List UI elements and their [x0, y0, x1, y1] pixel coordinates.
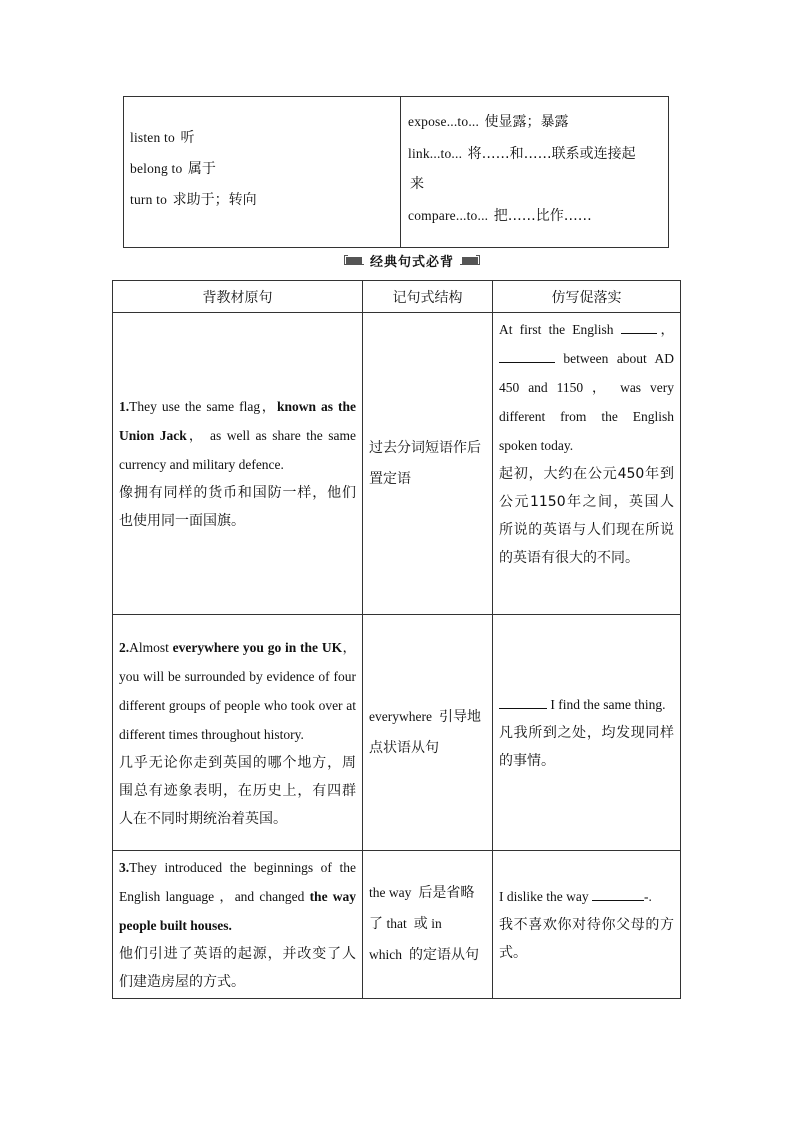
phrase-en: listen to	[130, 130, 175, 145]
key-structure: known as the Union Jack	[119, 399, 356, 443]
phrase-item	[408, 111, 569, 131]
original-zh: 像拥有同样的货币和国防一样，他们也使用同一面国旗。	[119, 485, 356, 529]
header-bar-left	[346, 257, 362, 265]
phrase-zh: 把……比作……	[493, 208, 592, 224]
phrase-en: belong to	[130, 161, 183, 176]
answer-blank[interactable]	[621, 321, 657, 334]
imitation-cell	[493, 615, 681, 851]
table-row	[113, 313, 681, 615]
original-sentence-cell	[113, 313, 363, 615]
original-en-text: ， you will be surrounded by evidence of four different groups of people who took over at different times throughout history.	[119, 639, 356, 742]
structure-en: everywhere	[369, 708, 432, 724]
imitation-cell	[493, 313, 681, 615]
phrase-zh: 将……和……联系或连接起	[467, 146, 636, 162]
phrase-column-left	[124, 97, 401, 247]
structure-zh: 的定语从句	[409, 947, 479, 963]
structure-zh: 引导地点状语从句	[369, 708, 481, 756]
structure-en: in which	[369, 916, 442, 962]
imitation-en-text: At first the English	[499, 322, 614, 337]
imitation-en-text: ，	[656, 322, 675, 337]
original-en-text: They introduced the beginnings of the English language ，and changed	[119, 860, 356, 904]
original-zh: 他们引进了英语的起源，并改变了人们建造房屋的方式。	[119, 946, 356, 990]
original-en-text: Almost	[129, 639, 173, 655]
column-header: 记句式结构	[363, 281, 493, 313]
structure-zh: 或	[413, 916, 428, 932]
original-en-text: ， as well as share the same currency and military defence.	[119, 428, 356, 472]
item-number: 1.	[119, 399, 130, 414]
imitation-en-text: I find the same thing.	[547, 697, 666, 712]
answer-blank[interactable]	[592, 888, 644, 901]
phrase-en: compare...to...	[408, 208, 489, 223]
phrase-column-right	[401, 97, 668, 247]
table-row	[113, 851, 681, 999]
original-en-text: They use the same flag，	[129, 399, 277, 414]
original-zh: 几乎无论你走到英国的哪个地方，周围总有迹象表明，在历史上，有四群人在不同时期统治着英国。	[119, 754, 356, 827]
original-sentence-cell	[113, 615, 363, 851]
phrase-en: link...to...	[408, 146, 463, 161]
phrase-zh: 来	[410, 176, 424, 192]
imitation-zh: 起初，大约在公元450年到公元1150年之间，英国人所说的英语与人们现在所说的英语有很大的不同。	[499, 466, 674, 566]
imitation-en-text: between about AD 450 and 1150 ， was very different from the English spoken today.	[499, 351, 674, 453]
phrase-zh: 求助于；转向	[172, 192, 257, 208]
structure-text	[369, 878, 486, 971]
table-row	[113, 615, 681, 851]
phrase-zh: 属于	[187, 161, 216, 177]
imitation-en	[499, 315, 674, 460]
structure-en: the way	[369, 885, 412, 900]
header-bar-right	[462, 257, 478, 265]
answer-blank[interactable]	[499, 350, 555, 363]
imitation-cell	[493, 851, 681, 999]
table-header-row	[113, 281, 681, 313]
original-en	[119, 392, 356, 479]
structure-cell	[363, 851, 493, 999]
phrase-item	[408, 143, 636, 163]
structure-zh: 过去分词短语作后置定语	[369, 439, 481, 487]
structure-cell	[363, 313, 493, 615]
sentence-table	[112, 280, 681, 999]
phrase-item	[130, 158, 216, 178]
phrase-item	[408, 205, 592, 225]
phrase-en: turn to	[130, 192, 171, 207]
phrase-zh: 使显露；暴露	[484, 114, 569, 130]
structure-zh: 后是省略了	[369, 885, 475, 932]
phrase-item	[408, 173, 424, 193]
phrase-item	[130, 189, 257, 209]
structure-text	[369, 433, 486, 495]
key-structure: everywhere you go in the UK	[172, 639, 343, 655]
column-header: 仿写促落实	[493, 281, 681, 313]
section-title: 经典句式必背	[364, 251, 460, 270]
original-sentence-cell	[113, 851, 363, 999]
item-number: 3.	[119, 860, 130, 875]
item-number: 2.	[119, 639, 130, 655]
phrase-en: expose...to...	[408, 114, 480, 129]
structure-text	[369, 702, 486, 764]
structure-en: that	[386, 916, 407, 931]
key-structure: the way people built houses.	[119, 889, 357, 933]
imitation-zh: 我不喜欢你对待你父母的方式。	[499, 917, 674, 961]
imitation-en	[499, 690, 674, 719]
column-header: 背教材原句	[113, 281, 363, 313]
phrase-item	[130, 127, 194, 147]
imitation-en-text: I dislike the way	[499, 889, 592, 904]
imitation-zh: 凡我所到之处，均发现同样的事情。	[499, 725, 674, 769]
imitation-en-text: -.	[643, 889, 652, 904]
imitation-en	[499, 882, 674, 911]
answer-blank[interactable]	[499, 696, 547, 709]
original-en	[119, 853, 356, 940]
original-en	[119, 633, 356, 749]
structure-cell	[363, 615, 493, 851]
section-header	[344, 252, 480, 270]
phrase-zh: 听	[180, 130, 195, 146]
phrase-table	[123, 96, 669, 248]
